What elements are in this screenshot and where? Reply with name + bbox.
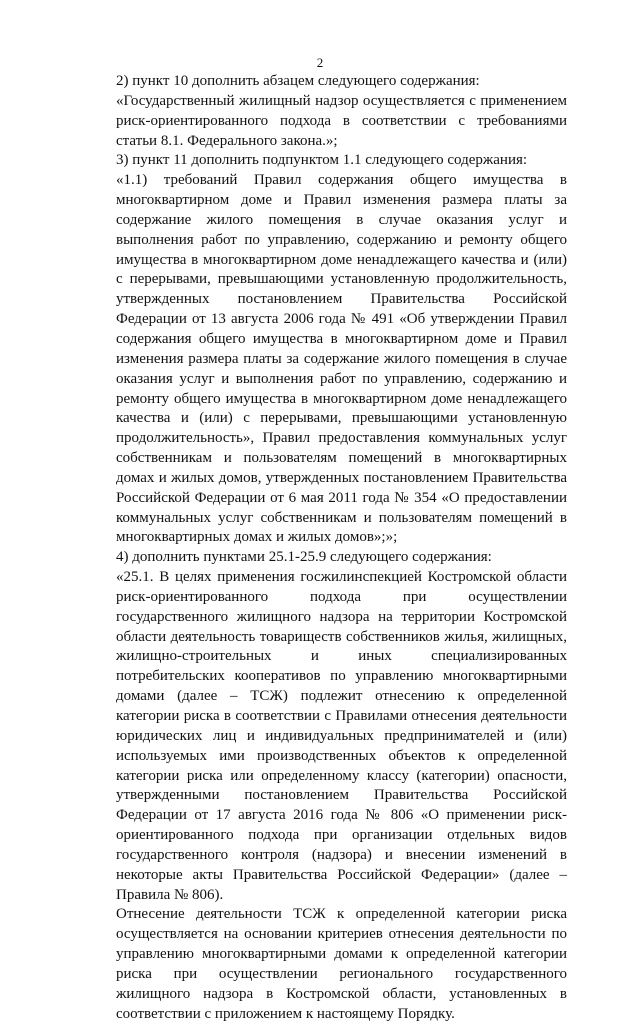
paragraph-text: 3) пункт 11 дополнить подпунктом 1.1 следующего содержания:	[116, 152, 528, 169]
paragraph-text: «25.1. В целях применения госжилинспекцией Костромской области риск-ориентированного подхода при осуществлении государственного жилищного надзора на территории Костромской области деятельность товариществ собственников жилья, жилищных, жилищно-строительных и иных специализированных потребительских кооперативов по управлению многоквартирными домами (далее – ТСЖ) подлежит отнесению к определенной категории риска в соответствии с Правилами отнесения деятельности юридических лиц и индивидуальных предпринимателей и (или) используемых ими производственных объектов к определенной категории риска или определенному классу (категории) опасности, утвержденными постановлением Правительства Российской Федерации от 17 августа 2016 года № 806 «О применении риск-ориентированного подхода при организации отдельных видов государственного контроля (надзора) и внесении изменений в некоторые акты Правительства Российской Федерации» (далее – Правила № 806).	[116, 569, 567, 903]
paragraph-text: 4) дополнить пунктами 25.1-25.9 следующего содержания:	[116, 549, 492, 566]
paragraph-subitem-1-1	[116, 171, 567, 548]
paragraph-text: «1.1) требований Правил содержания общего имущества в многоквартирном доме и Правил изменения размера платы за содержание жилого помещения в случае оказания услуг и выполнения работ по управлению, содержанию и ремонту общего имущества в многоквартирном доме ненадлежащего качества и (или) с перерывами, превышающими установленную продолжительность, утвержденных постановлением Правительства Российской Федерации от 13 августа 2006 года № 491 «Об утверждении Правил содержания общего имущества в многоквартирном доме и Правил изменения размера платы за содержание жилого помещения в случае оказания услуг и выполнения работ по управлению, содержанию и ремонту общего имущества в многоквартирном доме ненадлежащего качества и (или) с перерывами, превышающими установленную продолжительность», Правил предоставления коммунальных услуг собственникам и пользователям помещений в многоквартирных домах и жилых домов, утвержденных постановлением Правительства Российской Федерации от 6 мая 2011 года № 354 «О предоставлении коммунальных услуг собственникам и пользователям помещений в многоквартирных домах и жилых домов»;»;	[116, 172, 567, 546]
paragraph-25-1	[116, 568, 567, 905]
page-number: 2	[316, 55, 324, 70]
paragraph-text: «Государственный жилищный надзор осуществляется с применением риск-ориентированного подхода в соответствии с требованиями статьи 8.1. Федерального закона.»;	[116, 92, 567, 149]
document-body	[116, 72, 567, 1025]
paragraph-item-3	[116, 151, 567, 171]
paragraph-risk-category	[116, 905, 567, 1024]
paragraph-text: 2) пункт 10 дополнить абзацем следующего содержания:	[116, 73, 480, 89]
paragraph-text: Отнесение деятельности ТСЖ к определенной категории риска осуществляется на основании критериев отнесения деятельности по управлению многоквартирными домами к определенной категории риска при осуществлении регионального государственного жилищного надзора в Костромской области, установленных в соответствии с приложением к настоящему Порядку.	[116, 906, 567, 1022]
paragraph-item-2	[116, 72, 567, 92]
paragraph-quote-1	[116, 92, 567, 152]
paragraph-item-4	[116, 548, 567, 568]
